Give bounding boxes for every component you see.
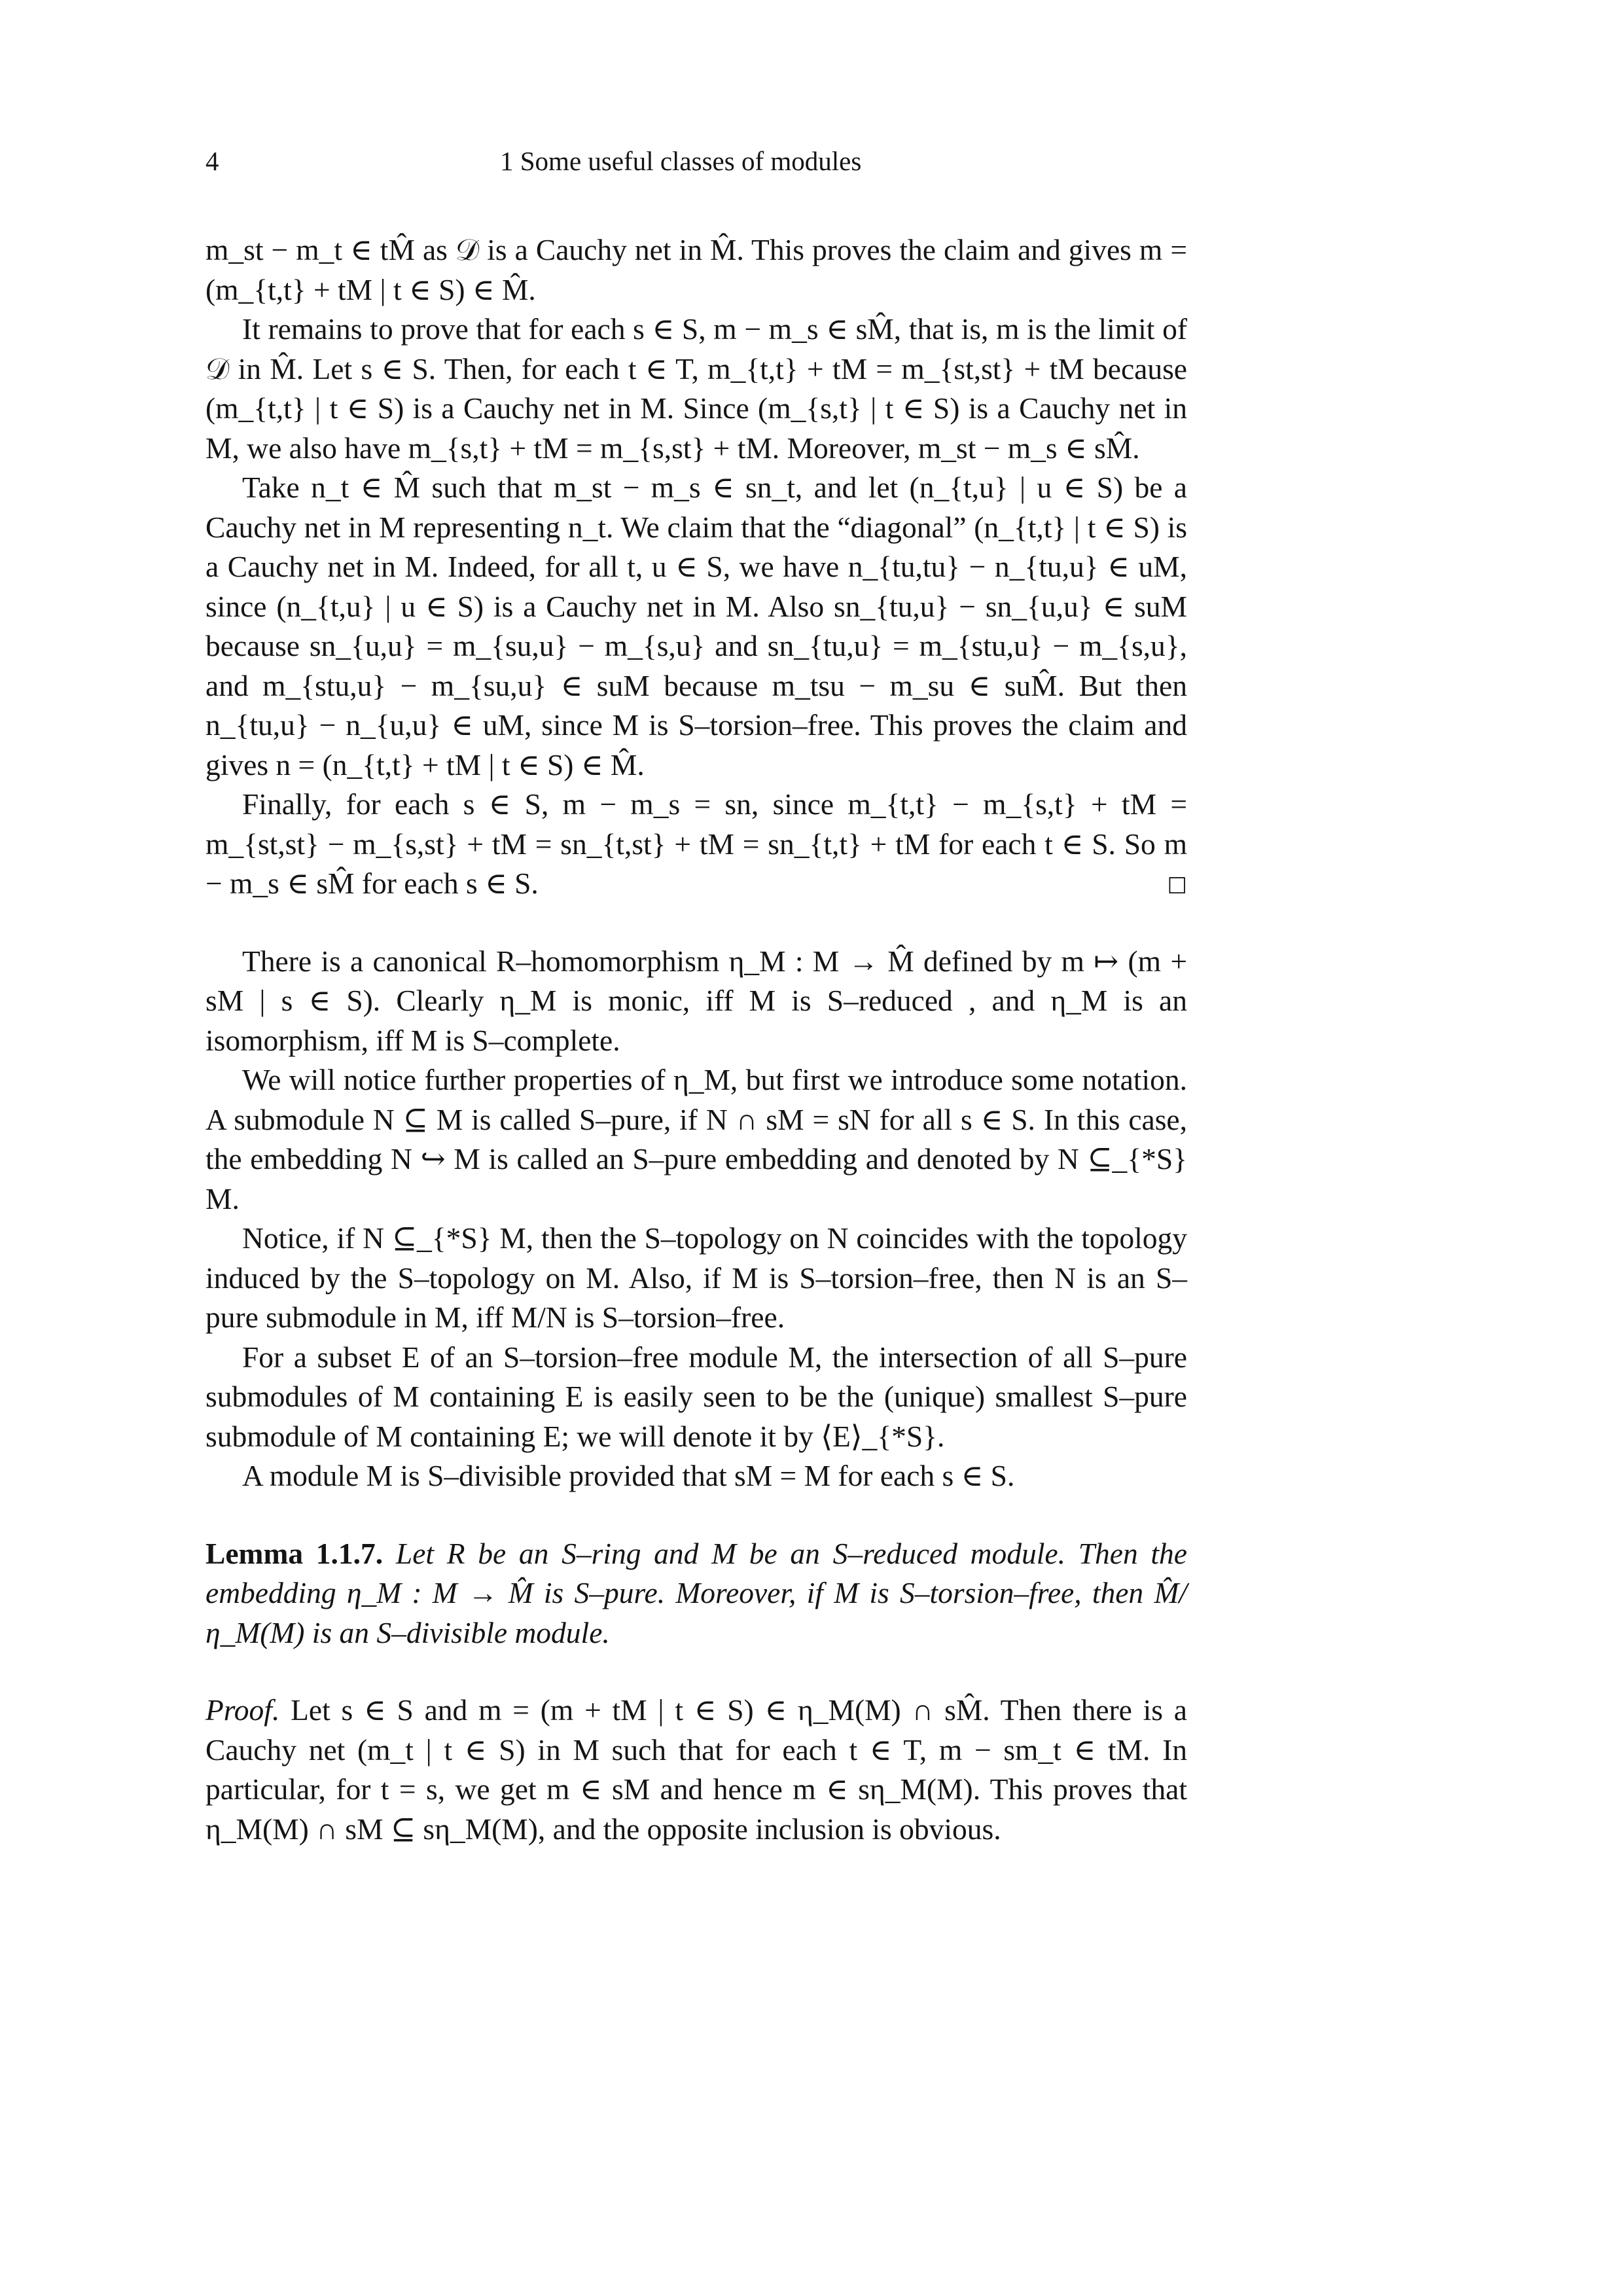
paragraph: m_st − m_t ∈ tM̂ as 𝒟 is a Cauchy net in M̂. This proves the claim and gives m = (m_{t,t} + tM | t ∈ S) ∈ M̂. bbox=[205, 233, 1187, 306]
paragraph: We will notice further properties of η_M, but first we introduce some notation. A submodule N ⊆ M is called S–pure, if N ∩ sM = sN for all s ∈ S. In this case, the embedding N ↪ M is called an S–pure embedding and denoted by N ⊆_{*S} M. bbox=[205, 1063, 1187, 1215]
qed-symbol: ☐ bbox=[1167, 873, 1187, 899]
proof-label: Proof. bbox=[205, 1693, 280, 1727]
lemma-label: Lemma 1.1.7. bbox=[205, 1536, 383, 1570]
paragraph: Take n_t ∈ M̂ such that m_st − m_s ∈ sn_t, and let (n_{t,u} | u ∈ S) be a Cauchy net in M representing n_t. We claim that the “diagonal” (n_{t,t} | t ∈ S) is a Cauchy net in M. Indeed, for all t, u ∈ S, we have n_{tu,tu} − n_{tu,u} ∈ uM, since (n_{t,u} | u ∈ S) is a Cauchy net in M. Also sn_{tu,u} − sn_{u,u} ∈ suM because sn_{u,u} = m_{su,u} − m_{s,u} and sn_{tu,u} = m_{stu,u} − m_{s,u}, and m_{stu,u} − m_{su,u} ∈ suM because m_tsu − m_su ∈ suM̂. But then n_{tu,u} − n_{u,u} ∈ uM, since M is S–torsion–free. This proves the claim and gives n = (n_{t,t} + tM | t ∈ S) ∈ M̂. bbox=[205, 471, 1187, 781]
page-number: 4 bbox=[205, 146, 219, 176]
paragraph: For a subset E of an S–torsion–free module M, the intersection of all S–pure submodules of M containing E is easily seen to be the (unique) smallest S–pure submodule of M containing E; we will denote it by ⟨E⟩_{*S}. bbox=[205, 1340, 1187, 1453]
section-gap bbox=[205, 1653, 1187, 1691]
proof-text: Let s ∈ S and m = (m + tM | t ∈ S) ∈ η_M(M) ∩ sM̂. Then there is a Cauchy net (m_t | t ∈ S) in M such that for each t ∈ T, m − sm_t ∈ tM. In particular, for t = s, we get m ∈ sM and hence m ∈ sη_M(M). This proves that η_M(M) ∩ sM ⊆ sη_M(M), and the opposite inclusion is obvious. bbox=[205, 1693, 1187, 1846]
paragraph-text: Finally, for each s ∈ S, m − m_s = sn, since m_{t,t} − m_{s,t} + tM = m_{st,st} − m_{s,st} + tM = sn_{t,st} + tM = sn_{t,t} + tM for each t ∈ S. So m − m_s ∈ sM̂ for each s ∈ S. bbox=[205, 787, 1187, 900]
page bbox=[205, 145, 1187, 1849]
section-gap bbox=[205, 904, 1187, 942]
paragraph: A module M is S–divisible provided that sM = M for each s ∈ S. bbox=[242, 1459, 1015, 1492]
proof bbox=[205, 1691, 1187, 1849]
paragraph: There is a canonical R–homomorphism η_M : M → M̂ defined by m ↦ (m + sM | s ∈ S). Clearly η_M is monic, iff M is S–reduced , and η_M is an isomorphism, iff M is S–complete. bbox=[205, 944, 1187, 1057]
paragraph-with-qed bbox=[205, 785, 1187, 904]
lemma-statement: Let R be an S–ring and M be an S–reduced module. Then the embedding η_M : M → M̂ is S–pure. Moreover, if M is S–torsion–free, then M̂/η_M(M) is an S–divisible module. bbox=[205, 1536, 1187, 1649]
paragraph: It remains to prove that for each s ∈ S, m − m_s ∈ sM̂, that is, m is the limit of 𝒟 in M̂. Let s ∈ S. Then, for each t ∈ T, m_{t,t} + tM = m_{st,st} + tM because (m_{t,t} | t ∈ S) is a Cauchy net in M. Since (m_{s,t} | t ∈ S) is a Cauchy net in M, we also have m_{s,t} + tM = m_{s,st} + tM. Moreover, m_st − m_s ∈ sM̂. bbox=[205, 312, 1187, 465]
page-body bbox=[205, 230, 1187, 1849]
section-gap bbox=[205, 1496, 1187, 1534]
running-title: 1 Some useful classes of modules bbox=[500, 146, 862, 176]
page-header bbox=[205, 145, 1187, 191]
paragraph: Notice, if N ⊆_{*S} M, then the S–topology on N coincides with the topology induced by the S–topology on M. Also, if M is S–torsion–free, then N is an S–pure submodule in M, iff M/N is S–torsion–free. bbox=[205, 1221, 1187, 1334]
lemma bbox=[205, 1534, 1187, 1653]
